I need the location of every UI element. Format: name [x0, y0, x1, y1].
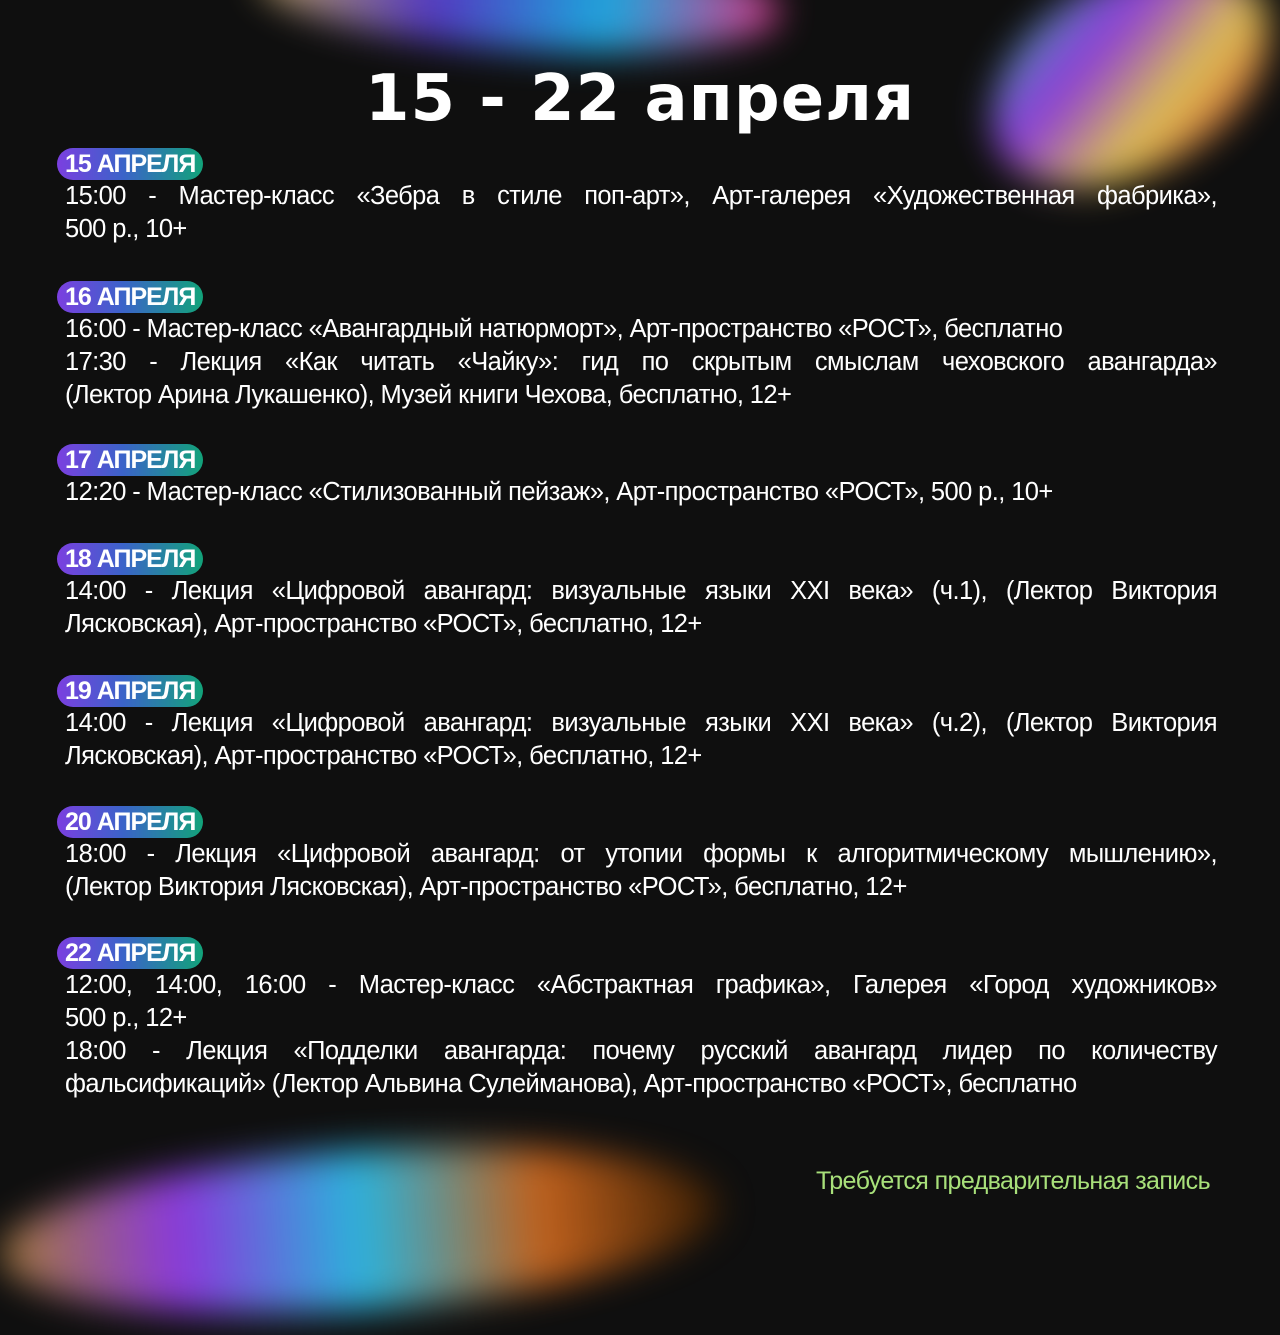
event-line: 18:00 - Лекция «Цифровой авангард: от утопии формы к алгоритмическому мышлению», [65, 840, 1217, 868]
day-section [57, 444, 1217, 509]
event-line: 15:00 - Мастер-класс «Зебра в стиле поп-арт», Арт-галерея «Художественная фабрика», [65, 182, 1217, 210]
date-badge: 17 АПРЕЛЯ [57, 444, 203, 476]
date-badge: 18 АПРЕЛЯ [57, 543, 203, 575]
page-title: 15 - 22 апреля [364, 62, 916, 136]
event-line: 12:20 - Мастер-класс «Стилизованный пейзаж», Арт-пространство «РОСТ», 500 р., 10+ [65, 478, 1053, 506]
event-line: Лясковская), Арт-пространство «РОСТ», бесплатно, 12+ [65, 742, 702, 770]
day-section [57, 675, 1217, 773]
date-badge: 15 АПРЕЛЯ [57, 148, 203, 180]
day-section [57, 543, 1217, 641]
registration-note: Требуется предварительная запись [815, 1167, 1210, 1195]
event-line: 12:00, 14:00, 16:00 - Мастер-класс «Абстрактная графика», Галерея «Город художников» [65, 971, 1217, 999]
day-section [57, 281, 1217, 412]
event-line: 17:30 - Лекция «Как читать «Чайку»: гид по скрытым смыслам чеховского авангарда» [65, 348, 1217, 376]
event-line: 18:00 - Лекция «Подделки авангарда: почему русский авангард лидер по количеству [65, 1037, 1217, 1065]
event-line: 14:00 - Лекция «Цифровой авангард: визуальные языки XXI века» (ч.2), (Лектор Виктория [65, 709, 1217, 737]
event-line: (Лектор Арина Лукашенко), Музей книги Чехова, бесплатно, 12+ [65, 381, 792, 409]
iridescent-swirl-bottom [0, 1125, 725, 1335]
event-line: 500 р., 10+ [65, 215, 187, 243]
iridescent-swirl-top [257, 0, 783, 68]
event-line: фальсификаций» (Лектор Альвина Сулейманова), Арт-пространство «РОСТ», бесплатно [65, 1070, 1077, 1098]
event-line: (Лектор Виктория Лясковская), Арт-пространство «РОСТ», бесплатно, 12+ [65, 873, 907, 901]
date-badge: 22 АПРЕЛЯ [57, 937, 203, 969]
event-line: 16:00 - Мастер-класс «Авангардный натюрморт», Арт-пространство «РОСТ», бесплатно [65, 315, 1063, 343]
event-line: 500 р., 12+ [65, 1004, 187, 1032]
day-section [57, 148, 1217, 246]
date-badge: 16 АПРЕЛЯ [57, 281, 203, 313]
date-badge: 19 АПРЕЛЯ [57, 675, 203, 707]
day-section [57, 937, 1217, 1101]
event-line: Лясковская), Арт-пространство «РОСТ», бесплатно, 12+ [65, 610, 702, 638]
event-line: 14:00 - Лекция «Цифровой авангард: визуальные языки XXI века» (ч.1), (Лектор Виктория [65, 577, 1217, 605]
date-badge: 20 АПРЕЛЯ [57, 806, 203, 838]
day-section [57, 806, 1217, 904]
